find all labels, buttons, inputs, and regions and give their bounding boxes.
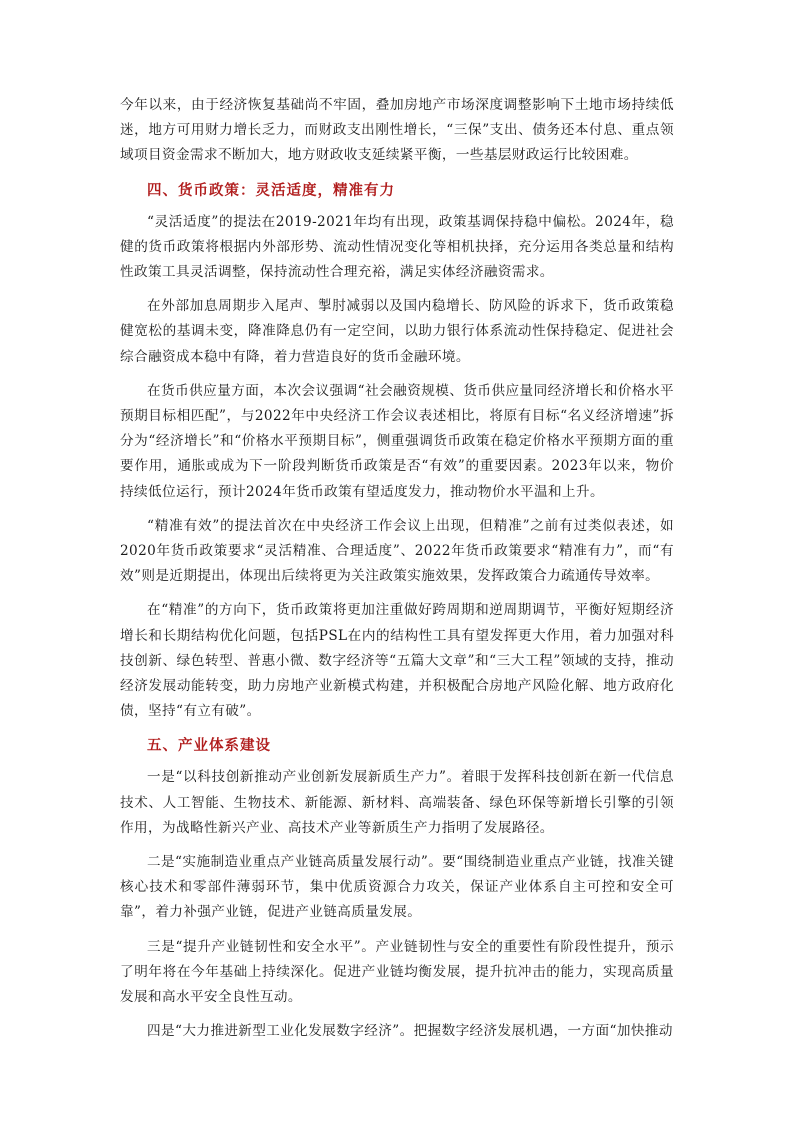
paragraph-monetary-4: “精准有效”的提法首次在中央经济工作会议上出现，但精准”之前有过类似表述，如2020年货币政策要求“灵活精准、合理适度”、2022年货币政策要求“精准有力”，而“有效”则是近期提出，体现出后续将更为关注政策实施效果，发挥政策合力疏通传导效率。 <box>120 517 674 585</box>
section-heading-monetary-policy: 四、货币政策：灵活适度，精准有力 <box>147 182 395 199</box>
paragraph-monetary-2: 在外部加息周期步入尾声、掣肘减弱以及国内稳增长、防风险的诉求下，货币政策稳健宽松的基调未变，降准降息仍有一定空间，以助力银行体系流动性保持稳定、促进社会综合融资成本稳中有降，着力营造良好的货币金融环境。 <box>120 298 674 365</box>
paragraph-monetary-5: 在“精准”的方向下，货币政策将更加注重做好跨周期和逆周期调节，平衡好短期经济增长和长期结构优化问题，包括PSL在内的结构性工具有望发挥更大作用，着力加强对科技创新、绿色转型、普惠小微、数字经济等“五篇大文章”和“三大工程”领域的支持，推动经济发展动能转变，助力房地产业新模式构建，并积极配合房地产风险化解、地方政府化债，坚持“有立有破”。 <box>120 602 674 720</box>
paragraph-industry-4: 四是“大力推进新型工业化发展数字经济”。把握数字经济发展机遇，一方面“加快推动 <box>147 1023 673 1040</box>
section-heading-industrial-system: 五、产业体系建设 <box>147 738 271 755</box>
paragraph-fiscal: 今年以来，由于经济恢复基础尚不牢固，叠加房地产市场深度调整影响下土地市场持续低迷，地方可用财力增长乏力，而财政支出刚性增长，“三保”支出、债务还本付息、重点领域项目资金需求不断加大，地方财政收支延续紧平衡，一些基层财政运行比较困难。 <box>120 97 674 164</box>
paragraph-monetary-1: “灵活适度”的提法在2019-2021年均有出现，政策基调保持稳中偏松。2024年，稳健的货币政策将根据内外部形势、流动性情况变化等相机抉择，充分运用各类总量和结构性政策工具灵活调整，保持流动性合理充裕，满足实体经济融资需求。 <box>120 213 674 281</box>
paragraph-monetary-3: 在货币供应量方面，本次会议强调“社会融资规模、货币供应量同经济增长和价格水平预期目标相匹配”，与2022年中央经济工作会议表述相比，将原有目标“名义经济增速”拆分为“经济增长”和“价格水平预期目标”，侧重强调货币政策在稳定价格水平预期方面的重要作用，通胀或成为下一阶段判断货币政策是否“有效”的重要因素。2023年以来，物价持续低位运行，预计2024年货币政策有望适度发力，推动物价水平温和上升。 <box>120 382 674 500</box>
paragraph-industry-1: 一是“以科技创新推动产业创新发展新质生产力”。着眼于发挥科技创新在新一代信息技术、人工智能、生物技术、新能源、新材料、高端装备、绿色环保等新增长引擎的引领作用，为战略性新兴产业、高技术产业等新质生产力指明了发展路径。 <box>120 769 674 836</box>
paragraph-industry-3: 三是“提升产业链韧性和安全水平”。产业链韧性与安全的重要性有阶段性提升，预示了明年将在今年基础上持续深化。促进产业链均衡发展，提升抗冲击的能力，实现高质量发展和高水平安全良性互动。 <box>120 938 674 1006</box>
document-body <box>120 93 674 1054</box>
paragraph-industry-2: 二是“实施制造业重点产业链高质量发展行动”。要“围绕制造业重点产业链，找准关键核心技术和零部件薄弱环节，集中优质资源合力攻关，保证产业体系自主可控和安全可靠”，着力补强产业链，促进产业链高质量发展。 <box>120 854 674 921</box>
